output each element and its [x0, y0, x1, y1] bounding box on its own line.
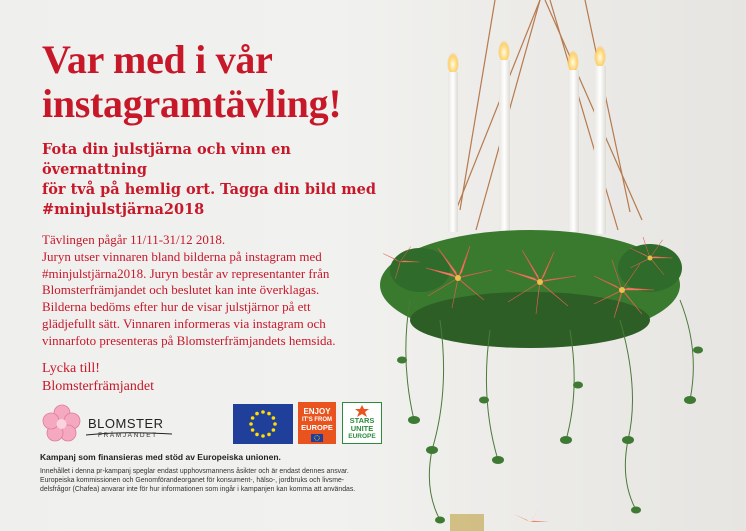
rules-line: Tävlingen pågår 11/11-31/12 2018.: [42, 232, 226, 247]
enjoy-text: IT'S FROM: [301, 417, 333, 423]
rules-line: Blomsterfrämjandet och beslutet kan inte överklagas.: [42, 282, 320, 298]
disclaimer-line: delsfrågor (Chafea) anvarar inte för hur informationen som ingår i kampanjen kan komma att användas.: [40, 486, 356, 494]
campaign-note: Kampanj som finansieras med stöd av Europeiska unionen.: [40, 452, 281, 462]
stars-unite-europe-logo: [342, 402, 382, 444]
eu-flag-icon: [233, 404, 293, 444]
headline-line-2: instagramtävling!: [42, 81, 342, 126]
rules-line: Bilderna bedöms efter hur de visar julstjärnor på ett: [42, 299, 311, 315]
headline-line-1: Var med i vår: [42, 37, 273, 82]
signoff-greeting: Lycka till!: [42, 360, 100, 376]
disclaimer-line: Innehållet i denna pr-kampanj speglar endast upphovsmannens åsikter och är endast dennes ansvar.: [40, 468, 349, 475]
blomster-wordmark: BLOMSTER: [88, 416, 164, 431]
enjoy-its-from-europe-logo: [298, 402, 336, 444]
advent-wreath-photo: [380, 0, 746, 531]
lead-paragraph: [42, 140, 392, 220]
framjandet-wordmark: FRÄMJANDET: [98, 432, 158, 439]
mini-eu-flag-icon: [311, 434, 323, 442]
text-column: [42, 38, 392, 396]
rules-paragraph: [42, 232, 392, 350]
disclaimer: [40, 467, 400, 495]
blomsterframjandet-logo: [40, 402, 180, 446]
rules-line: vinnarfoto presenteras på Blomsterfrämjandets hemsida.: [42, 332, 336, 348]
rules-line: Juryn utser vinnaren bland bilderna på instagram med: [42, 248, 322, 264]
signoff-org: Blomsterfrämjandet: [42, 378, 154, 394]
logo-row: [40, 398, 390, 448]
hashtag: #minjulstjärna2018: [42, 201, 205, 218]
rules-line: #minjulstjärna2018. Juryn består av representanter från: [42, 265, 330, 281]
disclaimer-line: Europeiska kommissionen och Genomförandeorganet för konsument-, hälso-, jordbruks och livsme-: [40, 477, 345, 485]
signoff: [42, 360, 392, 396]
headline: [42, 38, 392, 126]
lead-line-1: Fota din julstjärna och vinn en övernattning: [42, 141, 291, 178]
enjoy-text: EUROPE: [301, 423, 333, 432]
stars-text: UNITE: [350, 424, 374, 433]
rules-line: glädjefullt sätt. Vinnaren informeras via instagram och: [42, 315, 326, 331]
lead-line-2: för två på hemlig ort. Tagga din bild med: [42, 181, 376, 198]
enjoy-text: ENJOY: [303, 407, 331, 416]
stars-text: EUROPE: [348, 433, 376, 440]
stars-text: STARS: [349, 416, 375, 425]
flower-icon: [40, 402, 84, 446]
